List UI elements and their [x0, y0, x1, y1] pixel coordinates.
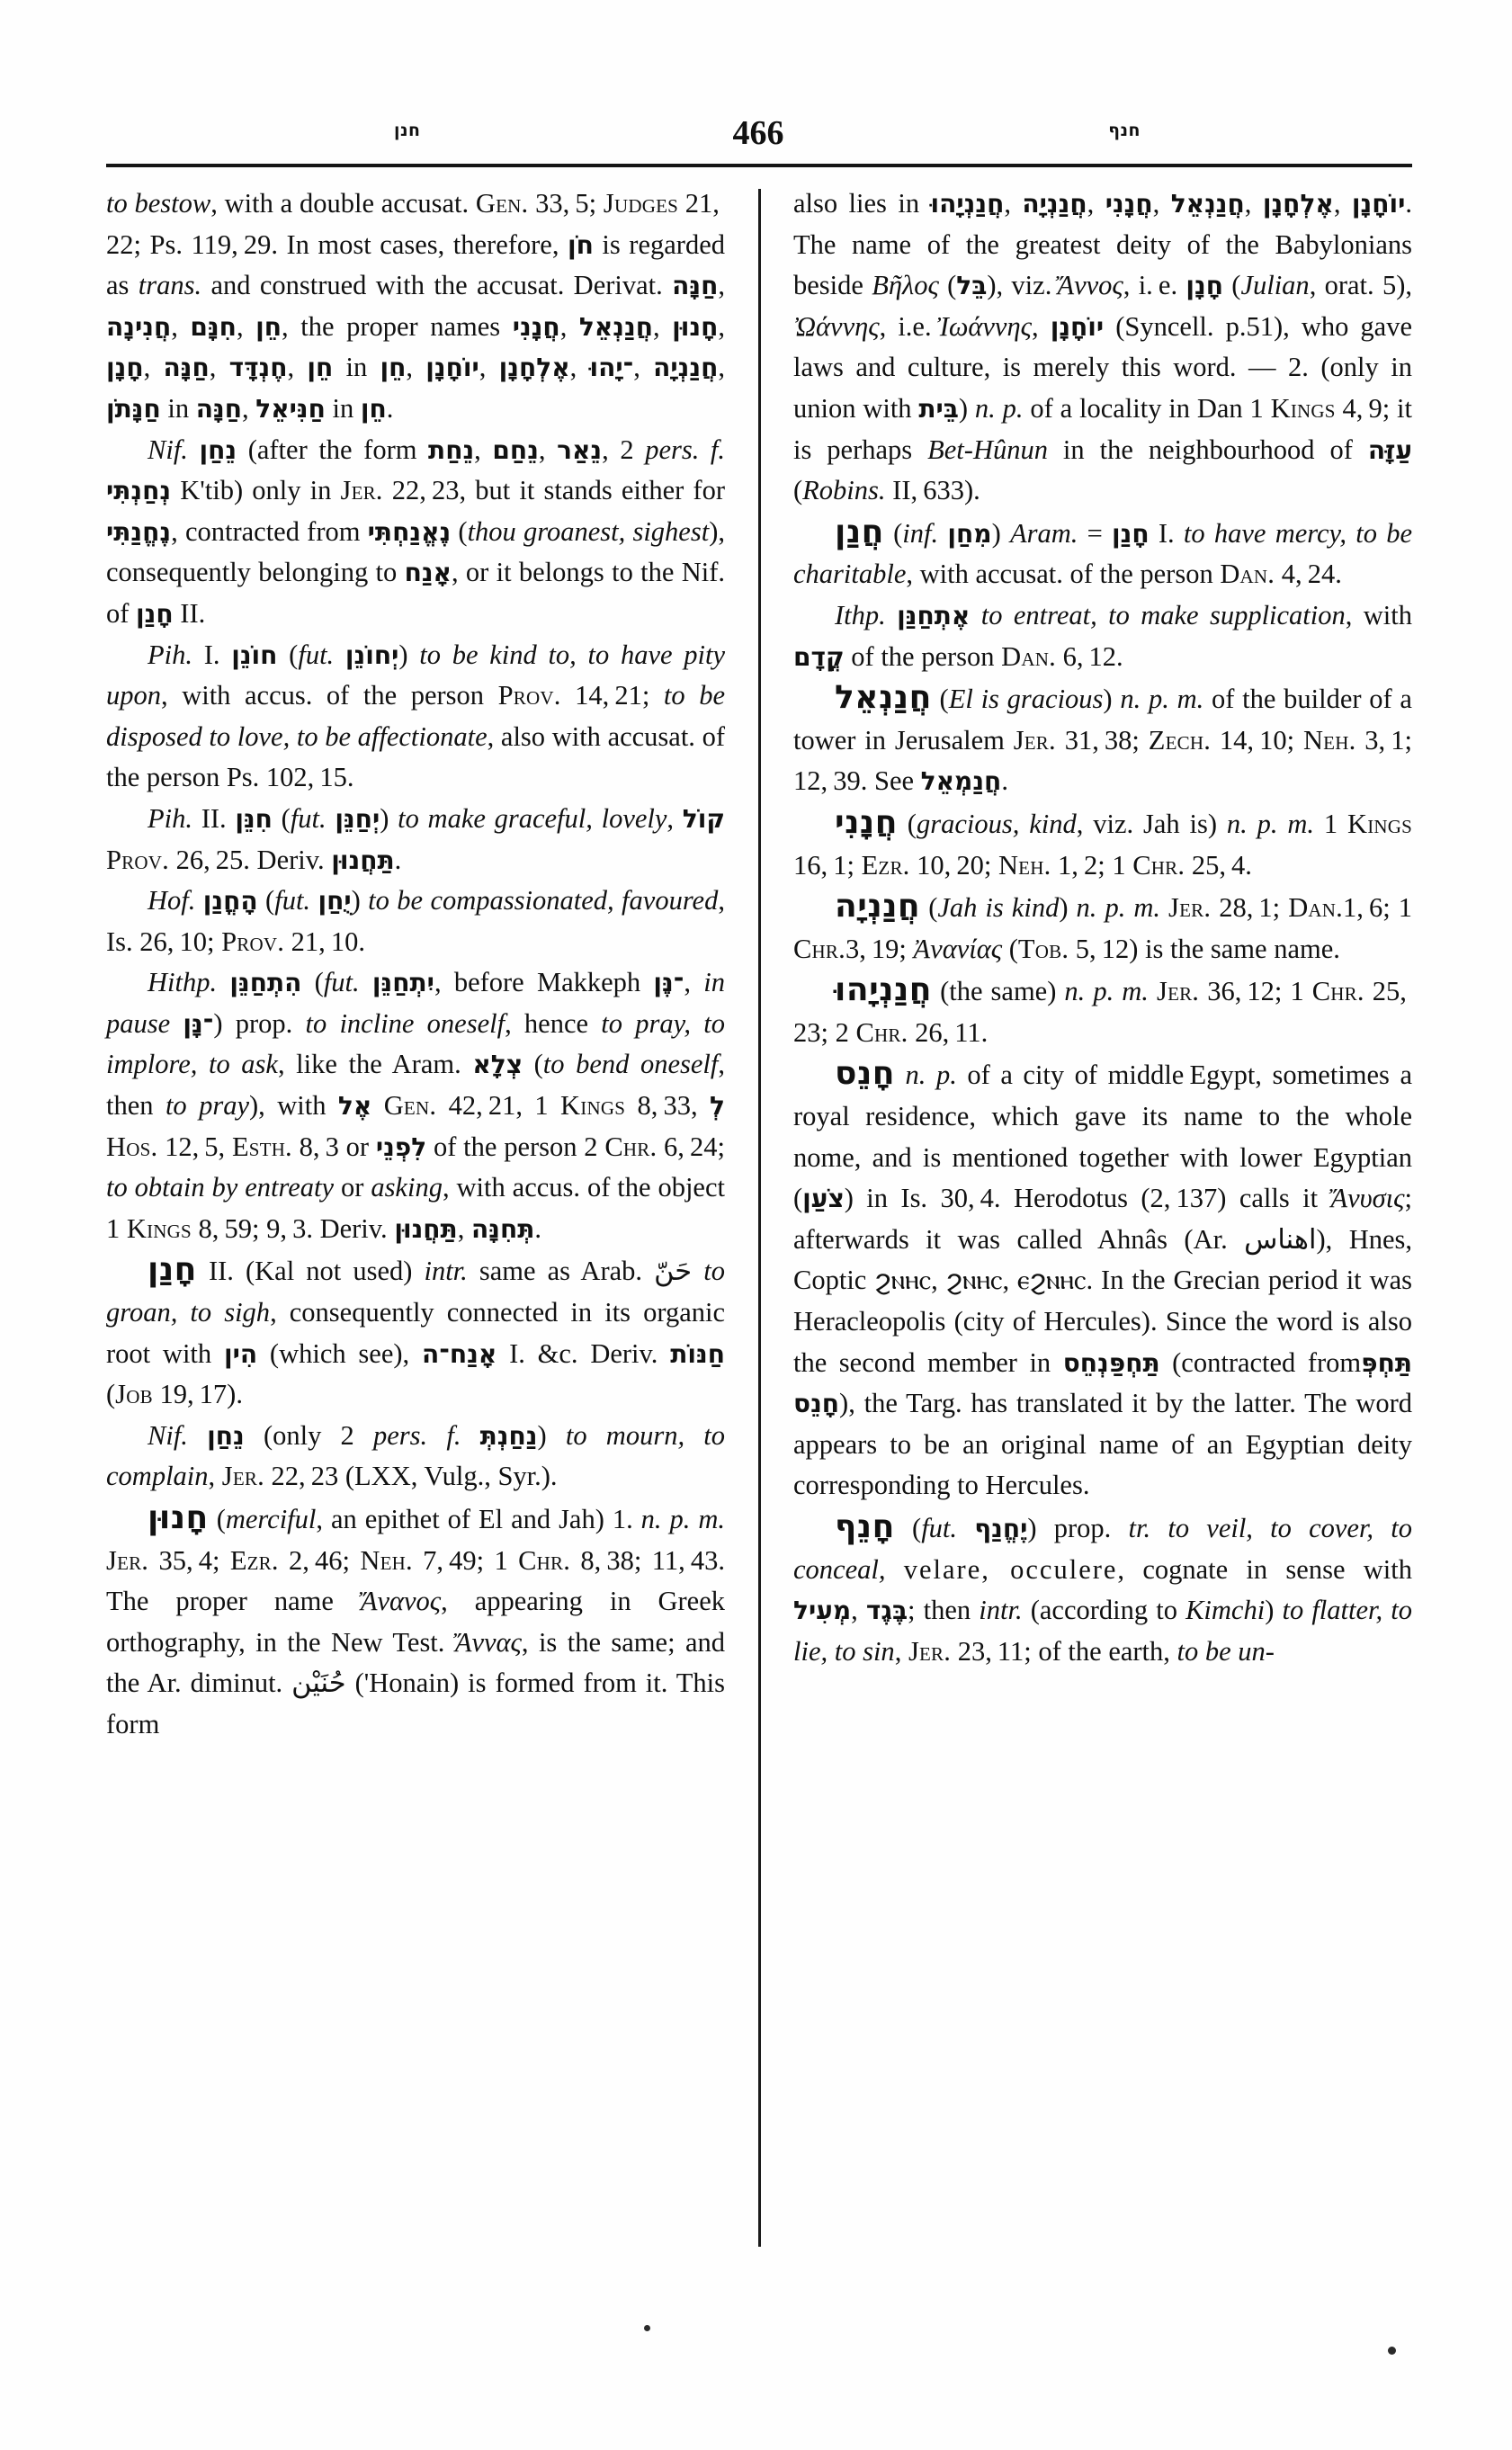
running-head — [106, 106, 1410, 162]
paragraph-nifal-two: Nif. נֵחַן (only 2 pers. f. נַחַנְתְּ) to mourn, to complain, Jer. 22, 23 (LXX, Vulg., Syr.). — [106, 1419, 725, 1492]
running-head-right-lemma: חנף — [1108, 121, 1141, 140]
paragraph-hofal: Hof. הָחֳנַן (fut. יֻחַן) to be compassionated, favoured, Is. 26, 10; Prov. 21, 10. — [106, 885, 725, 957]
entry-chanan-aram: חֲנַן (inf. מִחַן) Aram. = חָנַן I. to have mercy, to be charitable, with accusat. of the person Dan. 4, 24. — [793, 513, 1412, 590]
lemma-hanaf: חָנֵף — [835, 1508, 895, 1545]
entry-hananiah: חֲנַנְיָה (Jah is kind) n. p. m. Jer. 28, 1; Dan.1, 6; 1 Chr.3, 19; Ἀνανίας (Tob. 5, 12) is the same name. — [793, 888, 1412, 964]
lemma-hananel: חֲנַנְאֵל — [835, 679, 932, 717]
lemma-chanan-aram: חֲנַן — [835, 513, 884, 550]
text-columns — [106, 183, 1412, 2252]
column-divider-rule — [758, 189, 761, 2247]
paragraph-bestow: to bestow, with a double accusat. Gen. 33, 5; Judges 21, 22; Ps. 119, 29. In most cases, therefore, חֹן is regarded as trans. and construed with the accusat. Derivat. חַנָּה, חֲנִינָה, חִנָּם, חֵן, the proper names חֲנָנִי, חֲנַנְאֵל, חָנוּן, חָנָן, חַנָּה, חֶנְדָּד, חֵן in חֵן, יוֹחָנָן, אֶלְחָנָן, ־יָהוּ, חֲנַנְיָה, חַנָּתֹן in חַנָּה, חַנִּיאֵל in חֵן. — [106, 188, 726, 424]
scan-speck — [644, 2325, 650, 2331]
lemma-chanun: חָנוּן — [148, 1499, 209, 1536]
entry-chanan-two: חָנַן II. (Kal not used) intr. same as Arab. حَنّ to groan, to sigh, consequently connected in its organic root with הִין (which see), אָנַח־ה I. &c. Deriv. חַנּוֹת (Job 19, 17). — [106, 1251, 725, 1410]
entry-hanes: חָנֵס n. p. of a city of middle Egypt, sometimes a royal residence, which gave its name to the whole nome, and is mentioned together with lower Egyptian (צֹעַן) in Is. 30, 4. Herodotus (2, 137) calls it Ἄνυσις; afterwards it was called Ahnâs (Ar. اهناس), Hnes, Coptic ϩⲛⲏⲥ, ϩⲛⲏⲥ, ⲉϩⲛⲏⲥ. In the Grecian period it was Heracleopolis (city of Hercules). Since the word is also the second member in תַּחְפַּנְחֵס (contracted fromתַּחְפְּ חָנֵס), the Targ. has translated it by the latter. The word appears to be an original name of an Egyptian deity corresponding to Hercules. — [793, 1055, 1412, 1501]
paragraph-piel-two: Pih. II. חִנֵּן (fut. יְחַנֵּן) to make graceful, lovely, קוֹל Prov. 26, 25. Deriv. תַּחֲנוּן. — [106, 802, 725, 875]
paragraph-piel-one: Pih. I. חוֹנֵן (fut. יְחוֹנֵן) to be kind to, to have pity upon, with accus. of the person Prov. 14, 21; to be disposed to love, to be affectionate, also with accusat. of the person Ps. 102, 15. — [106, 639, 726, 793]
lemma-chanan-two: חָנַן — [148, 1251, 197, 1289]
scan-speck — [1388, 2347, 1396, 2355]
left-column — [106, 183, 725, 1746]
entry-hananel: חֲנַנְאֵל (El is gracious) n. p. m. of the builder of a tower in Jerusalem Jer. 31, 38; Zech. 14, 10; Neh. 3, 1; 12, 39. See חֲנַמְאֵל. — [793, 679, 1412, 797]
lemma-hananiah: חֲנַנְיָה — [835, 888, 921, 925]
lemma-hanes: חָנֵס — [835, 1055, 895, 1093]
running-head-left-lemma: חנן — [394, 121, 421, 140]
lemma-hananiahu: חֲנַנְיָהוּ — [835, 971, 933, 1009]
entry-hananiahu: חֲנַנְיָהוּ (the same) n. p. m. Jer. 36, 12; 1 Chr. 25, 23; 2 Chr. 26, 11. — [793, 971, 1413, 1048]
header-rule — [106, 164, 1412, 167]
paragraph-ithpaal: Ithp. אֶתְחַנַּן to entreat, to make supplication, with קֳדָם of the person Dan. 6, 12. — [793, 599, 1412, 672]
entry-hanaf: חָנֵף (fut. יֶחֱנַף) prop. tr. to veil, to cover, to conceal, velare, occulere, cognate in sense with מְעִיל, בֶּגֶד; then intr. (according to Kimchi) to flatter, to lie, to sin, Jer. 23, 11; of the earth, to be un- — [793, 1508, 1412, 1667]
paragraph-hithpael: Hithp. הִתְחַנֵּן (fut. יִתְחַנֵּן, before Makkeph ־נֶּן, in pause ־נָּן) prop. to incline oneself, hence to pray, to implore, to ask, like the Aram. צְלָא (to bend oneself, then to pray), with אֶל Gen. 42, 21, 1 Kings 8, 33, לְ Hos. 12, 5, Esth. 8, 3 or לִפְנֵי of the person 2 Chr. 6, 24; to obtain by entreaty or asking, with accus. of the object 1 Kings 8, 59; 9, 3. Deriv. תַּחֲנוּן, תְּחִנָּה. — [106, 967, 726, 1244]
lemma-hanani: חֲנָנִי — [835, 803, 898, 841]
entry-hanani: חֲנָנִי (gracious, kind, viz. Jah is) n. p. m. 1 Kings 16, 1; Ezr. 10, 20; Neh. 1, 2; 1 Chr. 25, 4. — [793, 803, 1413, 881]
paragraph-nifal: Nif. נֵחַן (after the form נֵחַת, נֵחַם, נֵאַר, 2 pers. f. נְחַנְתִּי K'tib) only in Jer. 22, 23, but it stands either for נֶחֱנַתִּי, contracted from נֶאֱנַחְתִּי (thou groanest, sighest), consequently belonging to אָנַח, or it belongs to the Nif. of חָנַן II. — [106, 434, 726, 629]
entry-chanun: חָנוּן (merciful, an epithet of El and Jah) 1. n. p. m. Jer. 35, 4; Ezr. 2, 46; Neh. 7, 49; 1 Chr. 8, 38; 11, 43. The proper name Ἄνανος, appearing in Greek orthography, in the New Test. Ἄννας, is the same; and the Ar. diminut. حُنَيْن ('Honain) is formed from it. This form — [106, 1499, 725, 1739]
page-number: 466 — [732, 114, 784, 152]
paragraph-also-lies-in: also lies in חֲנַנְיָהוּ, חֲנַנְיָה, חֲנָנִי, חֲנַנְאֵל, אֶלְחָנָן, יוֹחָנָן. The name of the greatest deity of the Babylonians beside Βῆλος (בֵּל), viz. Ἄννος, i. e. חָנָן (Julian, orat. 5), Ὠάννης, i.e. Ἰωάννης, יוֹחָנָן (Syncell. p.51), who gave laws and culture, is merely this word. — 2. (only in union with בֵּית) n. p. of a locality in Dan 1 Kings 4, 9; it is perhaps Bet-Hûnun in the neighbourhood of עַזָּה (Robins. II, 633). — [793, 188, 1413, 506]
right-column — [793, 183, 1412, 1672]
